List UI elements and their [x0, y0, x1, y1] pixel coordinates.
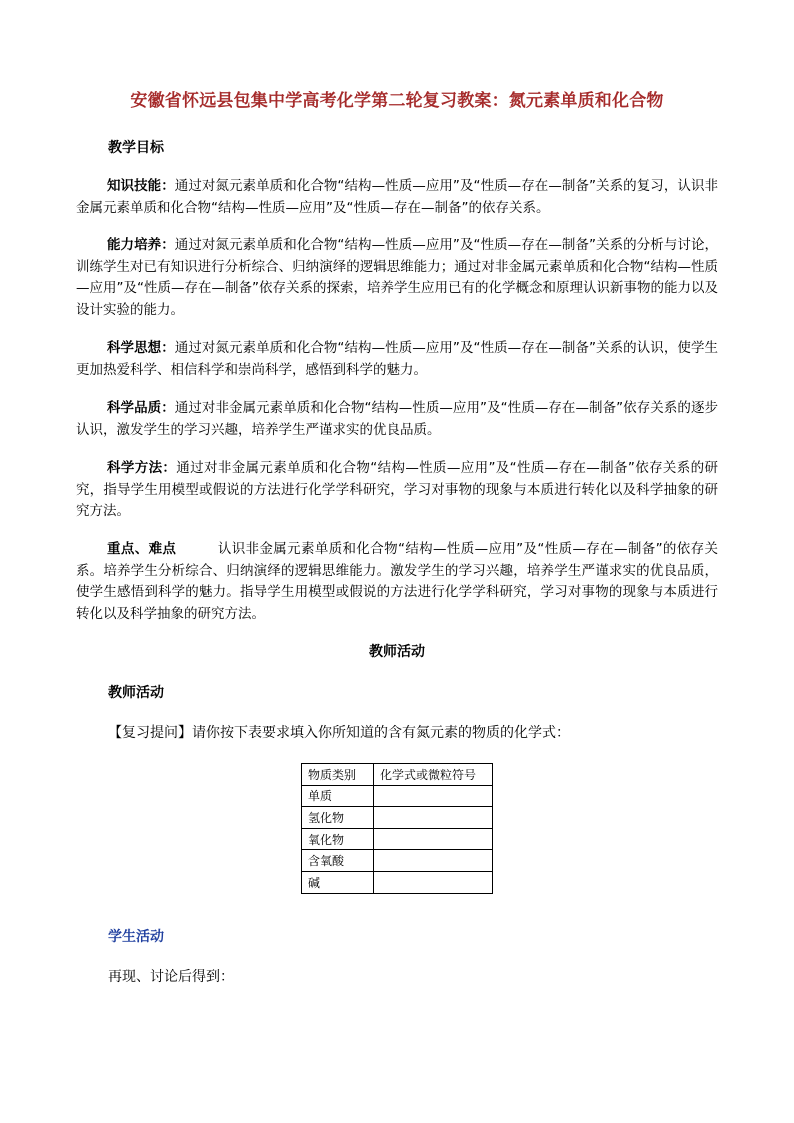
table-header-row — [302, 764, 493, 786]
student-activity-text: 再现、讨论后得到： — [108, 969, 234, 985]
table-header-cell: 化学式或微粒符号 — [374, 764, 493, 786]
objective-quality — [76, 398, 718, 441]
objective-text: 通过对氮元素单质和化合物“结构—性质—应用”及“性质—存在—制备”关系的分析与讨论，训练学生对已有知识进行分析综合、归纳演绎的逻辑思维能力；通过对非金属元素单质和化合物“结构—性质—应用”及“性质—存在—制备”依存关系的探索，培养学生应用已有的化学概念和原理认识新事物的能力以及设计实验的能力。 — [76, 237, 718, 318]
key-points-label: 重点、难点 — [107, 541, 177, 557]
objective-text: 通过对非金属元素单质和化合物“结构—性质—应用”及“性质—存在—制备”依存关系的研究，指导学生用模型或假说的方法进行化学学科研究，学习对事物的现象与本质进行转化以及科学抽象的研究方法。 — [76, 460, 718, 519]
substance-table — [301, 763, 493, 894]
table-cell-formula — [374, 871, 493, 893]
key-points — [76, 539, 718, 625]
table-cell-category: 氢化物 — [302, 807, 374, 829]
table-cell-formula — [374, 807, 493, 829]
table-row — [302, 871, 493, 893]
objective-ability — [76, 235, 718, 321]
table-cell-formula — [374, 785, 493, 807]
student-activity-heading: 学生活动 — [108, 929, 164, 945]
objective-label: 科学品质： — [107, 400, 175, 416]
objective-method — [76, 458, 718, 523]
teacher-activity-heading: 教师活动 — [108, 685, 164, 701]
table-header-cell: 物质类别 — [302, 764, 374, 786]
table-cell-category: 碱 — [302, 871, 374, 893]
objectives-heading: 教学目标 — [108, 140, 164, 156]
table-cell-category: 单质 — [302, 785, 374, 807]
objective-label: 能力培养： — [107, 237, 175, 253]
table-row — [302, 785, 493, 807]
table-row — [302, 807, 493, 829]
key-points-text: 认识非金属元素单质和化合物“结构—性质—应用”及“性质—存在—制备”的依存关系。培养学生分析综合、归纳演绎的逻辑思维能力。激发学生的学习兴趣，培养学生严谨求实的优良品质，使学生感悟到科学的魅力。指导学生用模型或假说的方法进行化学学科研究，学习对事物的现象与本质进行转化以及科学抽象的研究方法。 — [76, 541, 718, 622]
table-row — [302, 850, 493, 872]
table-cell-formula — [374, 828, 493, 850]
objective-text: 通过对氮元素单质和化合物“结构—性质—应用”及“性质—存在—制备”关系的复习，认识非金属元素单质和化合物“结构—性质—应用”及“性质—存在—制备”的依存关系。 — [76, 178, 718, 216]
objective-label: 科学方法： — [107, 460, 177, 476]
objective-text: 通过对氮元素单质和化合物“结构—性质—应用”及“性质—存在—制备”关系的认识，使学生更加热爱科学、相信科学和崇尚科学，感悟到科学的魅力。 — [76, 340, 718, 378]
page-title: 安徽省怀远县包集中学高考化学第二轮复习教案：氮元素单质和化合物 — [130, 91, 664, 111]
objective-knowledge — [76, 176, 718, 219]
objective-thought — [76, 338, 718, 381]
objective-label: 知识技能： — [107, 178, 175, 194]
table-cell-category: 氧化物 — [302, 828, 374, 850]
table-row — [302, 828, 493, 850]
table-cell-formula — [374, 850, 493, 872]
review-prompt: 【复习提问】请你按下表要求填入你所知道的含有氮元素的物质的化学式： — [108, 725, 570, 741]
table-cell-category: 含氧酸 — [302, 850, 374, 872]
objective-label: 科学思想： — [107, 340, 175, 356]
center-heading: 教师活动 — [369, 644, 425, 660]
objective-text: 通过对非金属元素单质和化合物“结构—性质—应用”及“性质—存在—制备”依存关系的逐步认识，激发学生的学习兴趣，培养学生严谨求实的优良品质。 — [76, 400, 718, 438]
